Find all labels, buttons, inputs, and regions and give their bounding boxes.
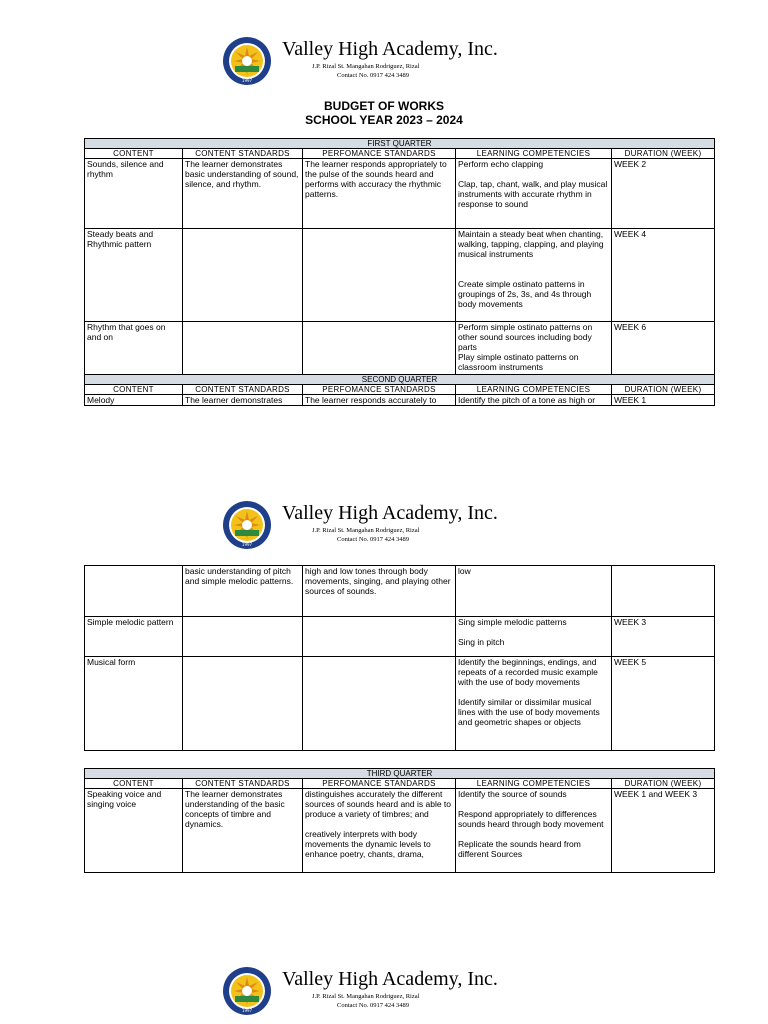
performance-standards-cell: The learner responds appropriately to the pulse of the sounds heard and performs with accuracy the rhythmic patterns. — [303, 159, 456, 229]
svg-text:1997: 1997 — [241, 542, 253, 547]
competency-item: Sing in pitch — [458, 637, 505, 647]
school-address: J.P. Rizal St. Mangahan Rodriguez, Rizal — [312, 993, 420, 1000]
table-row — [85, 395, 715, 406]
column-header: LEARNING COMPETENCIES — [456, 385, 612, 395]
school-contact: Contact No. 0917 424 3489 — [337, 72, 410, 79]
content-cell: Simple melodic pattern — [85, 617, 183, 657]
competencies-cell: Identify the pitch of a tone as high or — [456, 395, 612, 406]
content-cell: Musical form — [85, 657, 183, 751]
school-contact: Contact No. 0917 424 3489 — [337, 1002, 410, 1009]
table-row — [85, 229, 715, 322]
school-contact: Contact No. 0917 424 3489 — [337, 536, 410, 543]
performance-standards-cell — [303, 322, 456, 375]
column-header: CONTENT — [85, 385, 183, 395]
competencies-cell — [456, 617, 612, 657]
performance-standards-cell — [303, 229, 456, 322]
school-name: Valley High Academy, Inc. — [282, 38, 498, 60]
page-header — [0, 500, 768, 556]
competency-item: Create simple ostinato patterns in groupings of 2s, 3s, and 4s through body movements — [458, 279, 592, 309]
page-header — [0, 36, 768, 92]
performance-standards-cell — [303, 789, 456, 873]
column-header: CONTENT — [85, 149, 183, 159]
school-address: J.P. Rizal St. Mangahan Rodriguez, Rizal — [312, 527, 420, 534]
column-header-row — [85, 149, 715, 159]
column-header: DURATION (WEEK) — [612, 149, 715, 159]
table-row — [85, 566, 715, 617]
column-header: DURATION (WEEK) — [612, 385, 715, 395]
column-header: CONTENT — [85, 779, 183, 789]
column-header: PERFOMANCE STANDARDS — [303, 385, 456, 395]
content-standards-cell — [183, 617, 303, 657]
competency-item: Sing simple melodic patterns — [458, 617, 567, 627]
document-title: BUDGET OF WORKS — [324, 99, 444, 113]
table-row — [85, 322, 715, 375]
school-year: SCHOOL YEAR 2023 – 2024 — [305, 113, 463, 127]
competency-item: Identify similar or dissimilar musical lines with the use of body movements and geometric shapes or objects — [458, 697, 600, 727]
performance-standards-cell: high and low tones through body movements, singing, and playing other sources of sounds. — [303, 566, 456, 617]
duration-cell — [612, 566, 715, 617]
competency-item: Maintain a steady beat when chanting, walking, tapping, clapping, and playing musical instruments — [458, 229, 604, 259]
column-header: PERFOMANCE STANDARDS — [303, 149, 456, 159]
budget-table-third-quarter — [84, 768, 715, 873]
svg-text:1997: 1997 — [241, 1008, 253, 1013]
quarter-title: SECOND QUARTER — [85, 375, 715, 385]
table-row — [85, 159, 715, 229]
column-header-row — [85, 779, 715, 789]
column-header: CONTENT STANDARDS — [183, 779, 303, 789]
table-row — [85, 789, 715, 873]
table-row — [85, 657, 715, 751]
content-standards-cell: The learner demonstrates basic understanding of sound, silence, and rhythm. — [183, 159, 303, 229]
quarter-title: THIRD QUARTER — [85, 769, 715, 779]
school-name: Valley High Academy, Inc. — [282, 968, 498, 990]
competencies-cell — [456, 322, 612, 375]
column-header: LEARNING COMPETENCIES — [456, 779, 612, 789]
competencies-cell — [456, 229, 612, 322]
quarter-header-row — [85, 375, 715, 385]
content-standards-cell — [183, 657, 303, 751]
content-cell: Rhythm that goes on and on — [85, 322, 183, 375]
content-cell: Steady beats and Rhythmic pattern — [85, 229, 183, 322]
table-row — [85, 617, 715, 657]
content-standards-cell: The learner demonstrates understanding of the basic concepts of timbre and dynamics. — [183, 789, 303, 873]
school-seal-icon — [222, 500, 272, 550]
quarter-header-row — [85, 139, 715, 149]
duration-cell: WEEK 6 — [612, 322, 715, 375]
competency-item: Clap, tap, chant, walk, and play musical instruments with accurate rhythm in response to sound — [458, 179, 608, 209]
content-cell: Speaking voice and singing voice — [85, 789, 183, 873]
content-standards-cell — [183, 322, 303, 375]
svg-text:1997: 1997 — [241, 78, 253, 83]
duration-cell: WEEK 1 — [612, 395, 715, 406]
duration-cell: WEEK 2 — [612, 159, 715, 229]
duration-cell: WEEK 3 — [612, 617, 715, 657]
school-name: Valley High Academy, Inc. — [282, 502, 498, 524]
budget-table-page-2 — [84, 565, 715, 751]
duration-cell: WEEK 1 and WEEK 3 — [612, 789, 715, 873]
performance-standards-cell: The learner responds accurately to — [303, 395, 456, 406]
column-header: PERFOMANCE STANDARDS — [303, 779, 456, 789]
competencies-cell — [456, 789, 612, 873]
competency-item: Play simple ostinato patterns on classroom instruments — [458, 352, 579, 372]
column-header: CONTENT STANDARDS — [183, 385, 303, 395]
performance-standards-cell — [303, 617, 456, 657]
performance-standards-cell — [303, 657, 456, 751]
school-seal-icon — [222, 966, 272, 1016]
content-cell: Sounds, silence and rhythm — [85, 159, 183, 229]
content-standards-cell: basic understanding of pitch and simple melodic patterns. — [183, 566, 303, 617]
content-cell: Melody — [85, 395, 183, 406]
quarter-title: FIRST QUARTER — [85, 139, 715, 149]
competency-item: Replicate the sounds heard from different Sources — [458, 839, 581, 859]
duration-cell: WEEK 4 — [612, 229, 715, 322]
quarter-header-row — [85, 769, 715, 779]
school-seal-icon — [222, 36, 272, 86]
performance-item: creatively interprets with body movements the dynamic levels to enhance poetry, chants, drama, — [305, 829, 431, 859]
content-standards-cell — [183, 229, 303, 322]
competency-item: Perform simple ostinato patterns on other sound sources including body parts — [458, 322, 593, 352]
column-header-row — [85, 385, 715, 395]
budget-table-page-1 — [84, 138, 715, 406]
column-header: CONTENT STANDARDS — [183, 149, 303, 159]
competency-item: Identify the source of sounds — [458, 789, 567, 799]
competency-item: Perform echo clapping — [458, 159, 544, 169]
competencies-cell — [456, 159, 612, 229]
competencies-cell — [456, 657, 612, 751]
competency-item: Identify the beginnings, endings, and repeats of a recorded music example with the use of body movements — [458, 657, 598, 687]
page-header — [0, 966, 768, 1022]
content-standards-cell: The learner demonstrates — [183, 395, 303, 406]
competency-item: Respond appropriately to differences sounds heard through body movement — [458, 809, 604, 829]
content-cell — [85, 566, 183, 617]
duration-cell: WEEK 5 — [612, 657, 715, 751]
column-header: DURATION (WEEK) — [612, 779, 715, 789]
performance-item: distinguishes accurately the different sources of sounds heard and is able to produce a variety of timbres; and — [305, 789, 452, 819]
school-address: J.P. Rizal St. Mangahan Rodriguez, Rizal — [312, 63, 420, 70]
competencies-cell: low — [456, 566, 612, 617]
column-header: LEARNING COMPETENCIES — [456, 149, 612, 159]
